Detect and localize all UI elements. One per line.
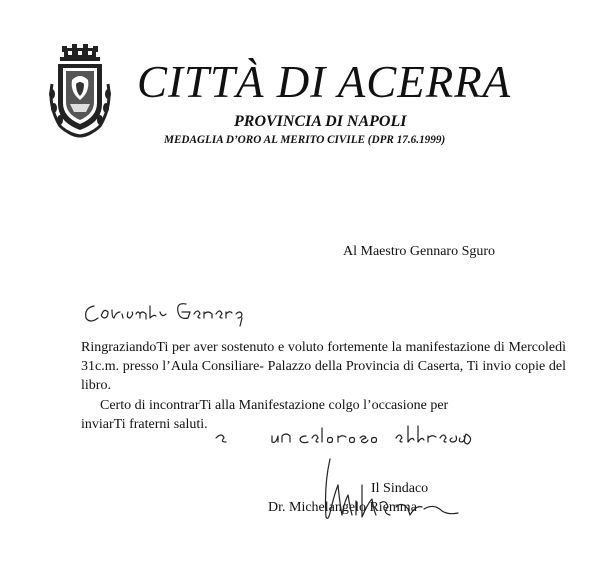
body-paragraph-2-line-2: inviarTi fraterni saluti. [81,416,208,432]
body-paragraph-2-line-1: Certo di incontrarTi alla Manifestazione colgo l’occasione per [100,397,449,413]
mayor-name: Dr. Michelangelo Riemma [268,500,417,515]
city-coat-of-arms-icon [46,44,114,140]
medal-subtitle: MEDAGLIA D’ORO AL MERITO CIVILE (DPR 17.6.1999) [164,134,446,146]
mayor-signature [312,455,472,525]
province-subtitle: PROVINCIA DI NAPOLI [234,113,407,130]
mayor-title: Il Sindaco [371,481,429,496]
recipient-line: Al Maestro Gennaro Sguro [343,244,496,259]
city-title: CITTÀ DI ACERRA [137,57,512,107]
body-paragraph-1: RingraziandoTi per aver sostenuto e voluto fortemente la manifestazione di Mercoledì 31c.m. presso l’Aula Consiliare- Palazzo della Provincia di Caserta, Ti invio copie del libro. [81,340,566,394]
